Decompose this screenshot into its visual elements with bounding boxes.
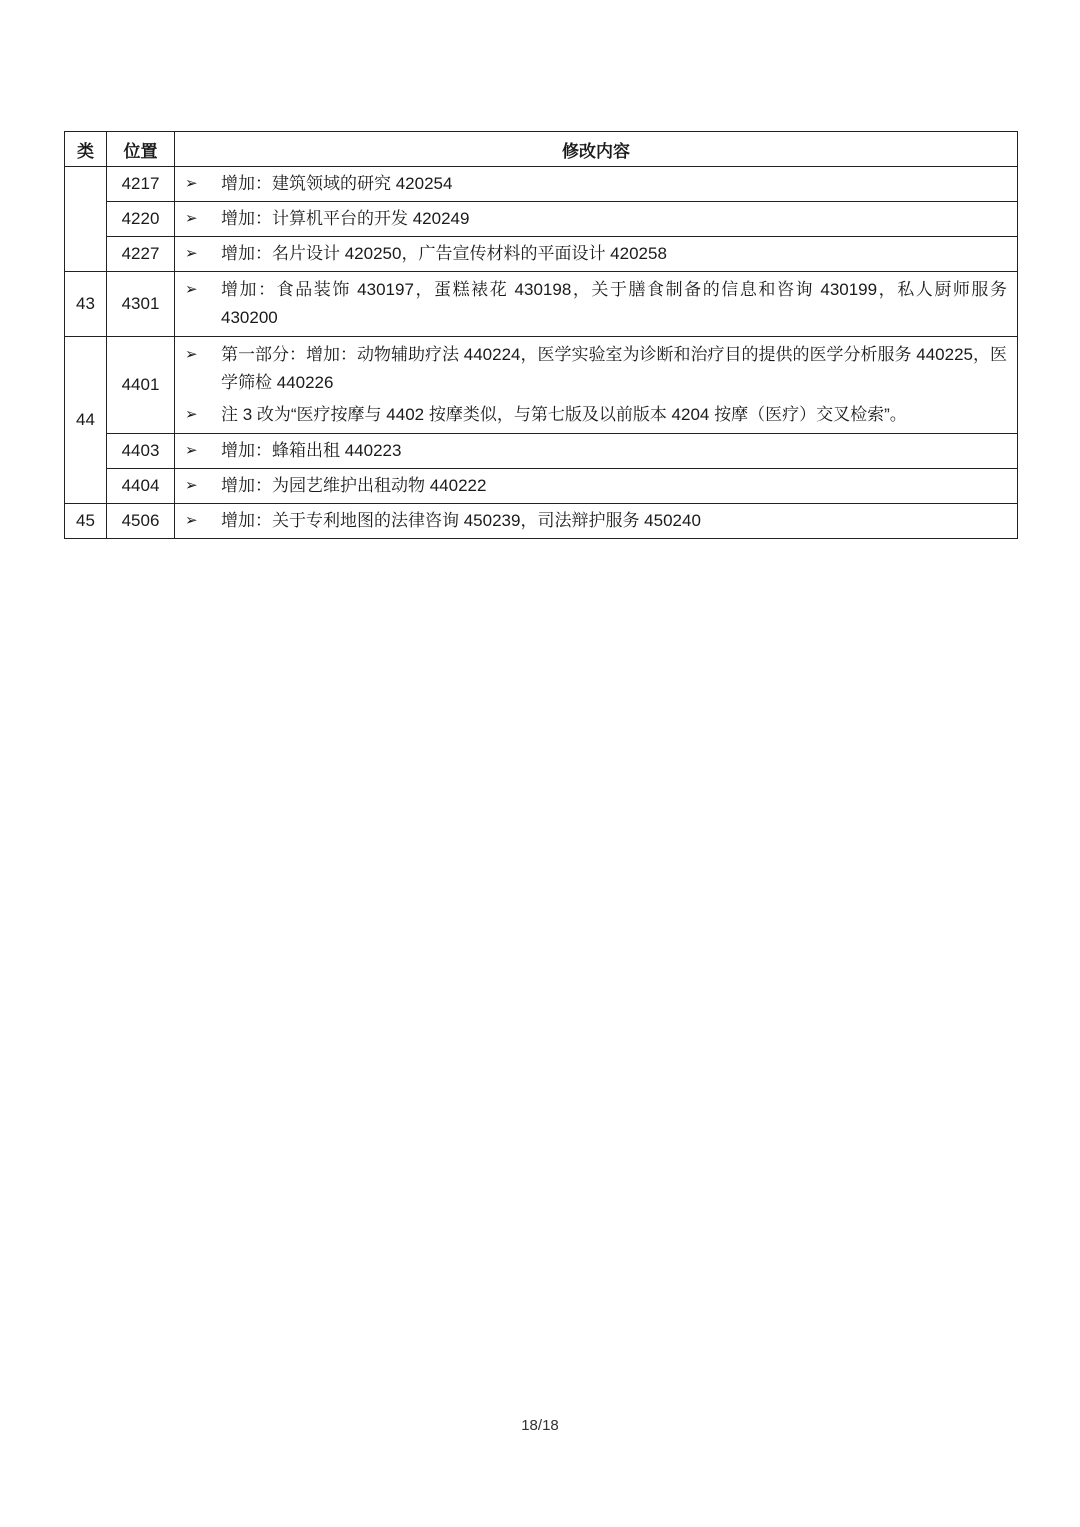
class-cell: 43 <box>65 272 107 337</box>
list-item <box>175 435 1017 467</box>
position-cell: 4404 <box>107 469 175 504</box>
entry-text: 增加：蜂箱出租 440223 <box>221 441 402 460</box>
amendment-table <box>64 131 1018 539</box>
list-item <box>175 401 1017 433</box>
list-item <box>175 168 1017 200</box>
table-row <box>65 167 1018 202</box>
table-row <box>65 504 1018 539</box>
list-item <box>175 470 1017 502</box>
entry-text: 增加：名片设计 420250，广告宣传材料的平面设计 420258 <box>221 244 667 263</box>
content-cell <box>175 272 1018 337</box>
arrow-bullet-icon: ➢ <box>185 346 198 363</box>
table-row <box>65 237 1018 272</box>
class-cell: 44 <box>65 337 107 504</box>
list-item <box>175 238 1017 270</box>
arrow-bullet-icon: ➢ <box>185 512 198 529</box>
table-row <box>65 202 1018 237</box>
arrow-bullet-icon: ➢ <box>185 477 198 494</box>
entry-text: 增加：关于专利地图的法律咨询 450239，司法辩护服务 450240 <box>221 511 701 530</box>
arrow-bullet-icon: ➢ <box>185 245 198 262</box>
content-cell <box>175 167 1018 202</box>
arrow-bullet-icon: ➢ <box>185 210 198 227</box>
table-row <box>65 434 1018 469</box>
page-number: 18/18 <box>521 1417 559 1434</box>
arrow-bullet-icon: ➢ <box>185 406 198 423</box>
position-cell: 4217 <box>107 167 175 202</box>
list-item <box>175 505 1017 537</box>
table-header-row <box>65 132 1018 167</box>
class-cell: 45 <box>65 504 107 539</box>
content-cell <box>175 337 1018 434</box>
header-content: 修改内容 <box>175 132 1018 167</box>
position-cell: 4506 <box>107 504 175 539</box>
list-item <box>175 272 1017 336</box>
position-cell: 4401 <box>107 337 175 434</box>
entry-text: 增加：为园艺维护出租动物 440222 <box>221 476 487 495</box>
arrow-bullet-icon: ➢ <box>185 281 198 298</box>
table-row <box>65 272 1018 337</box>
header-position: 位置 <box>107 132 175 167</box>
position-cell: 4403 <box>107 434 175 469</box>
position-cell: 4220 <box>107 202 175 237</box>
content-cell <box>175 202 1018 237</box>
class-cell <box>65 167 107 272</box>
table-row <box>65 469 1018 504</box>
arrow-bullet-icon: ➢ <box>185 442 198 459</box>
content-cell <box>175 504 1018 539</box>
entry-text: 增加：计算机平台的开发 420249 <box>221 209 470 228</box>
content-cell <box>175 237 1018 272</box>
header-class: 类 <box>65 132 107 167</box>
entry-text: 注 3 改为“医疗按摩与 4402 按摩类似，与第七版及以前版本 4204 按摩（医疗）交叉检索”。 <box>221 405 907 424</box>
position-cell: 4227 <box>107 237 175 272</box>
list-item <box>175 337 1017 401</box>
arrow-bullet-icon: ➢ <box>185 175 198 192</box>
content-cell <box>175 434 1018 469</box>
entry-text: 增加：建筑领域的研究 420254 <box>221 174 453 193</box>
entry-text: 增加：食品装饰 430197，蛋糕裱花 430198，关于膳食制备的信息和咨询 430199，私人厨师服务 430200 <box>221 280 1007 327</box>
entry-text: 第一部分：增加：动物辅助疗法 440224，医学实验室为诊断和治疗目的提供的医学分析服务 440225，医学筛检 440226 <box>221 345 1007 392</box>
list-item <box>175 203 1017 235</box>
table-row <box>65 337 1018 434</box>
content-cell <box>175 469 1018 504</box>
position-cell: 4301 <box>107 272 175 337</box>
